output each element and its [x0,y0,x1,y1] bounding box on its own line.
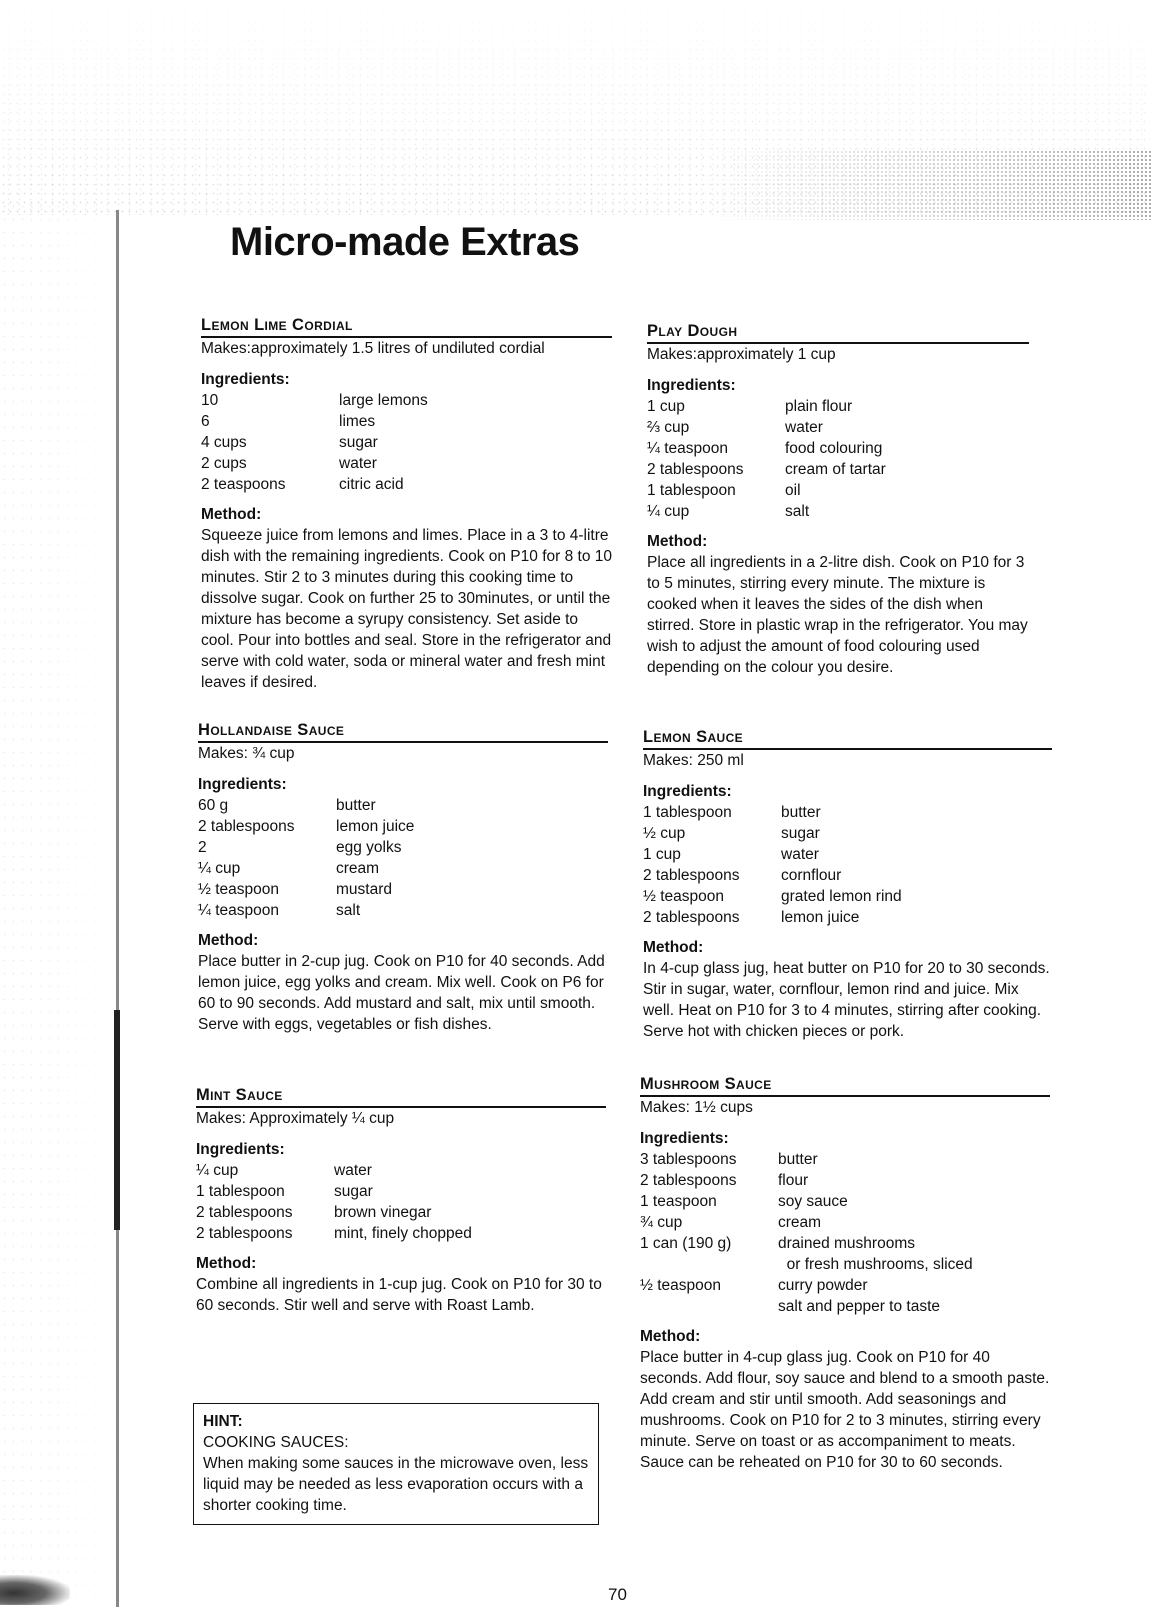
ingredient-row [643,802,902,823]
ingredient-name: sugar [781,825,820,842]
ingredient-name: salt [336,902,361,919]
ingredient-quantity: ¼ teaspoon [647,440,729,457]
ingredient-name: plain flour [785,398,853,415]
ingredient-quantity: 2 tablespoons [643,909,740,926]
ingredient-quantity: ⅔ cup [647,419,690,436]
ingredient-name: butter [778,1151,818,1168]
method-heading: Method: [647,533,708,550]
ingredient-name: cream of tartar [785,461,886,478]
ingredients-table [647,396,886,522]
ingredient-row [640,1149,973,1170]
ingredient-quantity: 4 cups [201,434,247,451]
ingredient-name: grated lemon rind [781,888,902,905]
ingredient-quantity: 1 tablespoon [196,1183,285,1200]
ingredient-name: water [785,419,823,436]
method-heading: Method: [198,932,259,949]
scan-texture-header-band [700,150,1151,220]
ingredient-quantity: 2 [198,839,207,856]
scan-corner-smudge [0,1575,70,1605]
method-heading: Method: [196,1255,257,1272]
recipe-yield: Makes: 250 ml [643,752,744,769]
ingredient-quantity: 60 g [198,797,229,814]
ingredient-row [196,1181,472,1202]
ingredient-name: or fresh mushrooms, sliced [778,1256,973,1273]
ingredient-row [201,453,428,474]
ingredient-row [198,858,414,879]
method-heading: Method: [640,1328,701,1345]
ingredient-quantity: ¼ teaspoon [198,902,280,919]
ingredients-heading: Ingredients: [198,776,287,793]
ingredient-quantity [640,1296,778,1317]
ingredients-table [198,795,414,921]
ingredients-heading: Ingredients: [647,377,736,394]
recipe-yield: Makes: 1½ cups [640,1099,753,1116]
ingredient-name: water [334,1162,372,1179]
ingredient-name: limes [339,413,376,430]
ingredients-table [640,1149,973,1317]
recipe-lemon-sauce [643,726,1052,1042]
ingredient-row [201,474,428,495]
ingredient-name: brown vinegar [334,1204,432,1221]
ingredient-quantity: 2 tablespoons [198,818,295,835]
ingredients-table [196,1160,472,1244]
method-text: Squeeze juice from lemons and limes. Place in a 3 to 4-litre dish with the remaining ingredients. Cook on P10 for 8 to 10 minutes. Stir 2 to 3 minutes during this cooking time to dissolve sugar. Cook on further 25 to 30minutes, or until the mixture has become a syrupy consistency. Set aside to cool. Pour into bottles and seal. Store in the refrigerator and serve with cold water, soda or mineral water and fresh mint leaves if desired. [201,527,612,691]
method-text: In 4-cup glass jug, heat butter on P10 for 20 to 30 seconds. Stir in sugar, water, cornflour, lemon rind and juice. Mix well. Heat on P10 for 3 to 4 minutes, stirring after cooking. Serve hot with chicken pieces or pork. [643,960,1050,1040]
recipe-header [647,320,1029,344]
ingredient-name: water [339,455,377,472]
ingredient-row [198,795,414,816]
ingredient-row [640,1254,973,1275]
ingredient-quantity: 2 tablespoons [647,461,744,478]
ingredient-name: oil [785,482,801,499]
recipe-lemon-lime-cordial [201,314,612,693]
ingredient-row [647,459,886,480]
ingredients-heading: Ingredients: [201,371,290,388]
ingredient-name: salt [785,503,810,520]
ingredient-quantity [640,1254,778,1275]
ingredient-name: salt and pepper to taste [778,1298,941,1315]
ingredient-row [196,1160,472,1181]
ingredient-row [201,432,428,453]
ingredient-row [640,1170,973,1191]
ingredient-name: cornflour [781,867,842,884]
ingredient-row [196,1223,472,1244]
ingredient-quantity: ½ teaspoon [643,888,725,905]
ingredient-name: cream [336,860,380,877]
ingredient-row [201,411,428,432]
recipe-title: Lemon Sauce [643,727,1052,749]
ingredient-name: water [781,846,819,863]
page-title: Micro-made Extras [230,220,580,264]
ingredient-name: drained mushrooms [778,1235,915,1252]
ingredient-row [640,1233,973,1254]
recipe-yield: Makes: Approximately ¼ cup [196,1110,395,1127]
ingredient-row [647,501,886,522]
recipe-mint-sauce [196,1084,606,1316]
ingredient-row [647,396,886,417]
recipe-title: Lemon Lime Cordial [201,315,612,337]
ingredient-quantity: 10 [201,392,219,409]
method-text: Place butter in 4-cup glass jug. Cook on P10 for 40 seconds. Add flour, soy sauce and blend to a smooth paste. Add cream and stir until smooth. Add seasonings and mushrooms. Cook on P10 for 2 to 3 minutes, stirring every minute. Serve on toast or as accompaniment to meats. Sauce can be reheated on P10 for 30 to 60 seconds. [640,1349,1050,1471]
page-binding-edge [116,210,119,1607]
ingredient-quantity: 3 tablespoons [640,1151,737,1168]
ingredients-heading: Ingredients: [196,1141,285,1158]
recipe-yield: Makes: ¾ cup [198,745,295,762]
method-text: Place all ingredients in a 2-litre dish. Cook on P10 for 3 to 5 minutes, stirring every minute. The mixture is cooked when it leaves the sides of the dish when stirred. Store in plastic wrap in the refrigerator. You may wish to adjust the amount of food colouring used depending on the colour you desire. [647,554,1028,676]
ingredient-name: egg yolks [336,839,402,856]
ingredient-row [201,390,428,411]
page-binding-shadow [114,1010,120,1230]
ingredient-row [643,907,902,928]
recipe-play-dough [647,320,1029,678]
ingredient-quantity: 1 can (190 g) [640,1235,732,1252]
recipe-hollandaise-sauce [198,719,608,1035]
ingredient-name: mint, finely chopped [334,1225,472,1242]
ingredient-name: lemon juice [336,818,415,835]
ingredient-quantity: ½ teaspoon [640,1277,722,1294]
ingredient-row [643,823,902,844]
ingredient-row [643,865,902,886]
recipe-header [196,1084,606,1108]
ingredient-quantity: 1 cup [647,398,685,415]
ingredient-quantity: 2 tablespoons [640,1172,737,1189]
ingredient-name: mustard [336,881,392,898]
ingredient-name: sugar [334,1183,373,1200]
ingredient-quantity: 2 tablespoons [196,1225,293,1242]
ingredient-row [643,886,902,907]
ingredient-quantity: 2 tablespoons [643,867,740,884]
ingredient-row [198,816,414,837]
ingredient-quantity: 1 tablespoon [647,482,736,499]
ingredient-row [647,480,886,501]
method-heading: Method: [201,506,262,523]
ingredient-name: curry powder [778,1277,868,1294]
ingredient-quantity: 1 cup [643,846,681,863]
ingredient-quantity: ¼ cup [196,1162,239,1179]
recipe-header [640,1073,1050,1097]
ingredient-quantity: ¾ cup [640,1214,683,1231]
ingredient-name: butter [781,804,821,821]
ingredient-name: flour [778,1172,809,1189]
ingredient-row [647,417,886,438]
method-text: Place butter in 2-cup jug. Cook on P10 for 40 seconds. Add lemon juice, egg yolks and cream. Mix well. Cook on P6 for 60 to 90 seconds. Add mustard and salt, mix until smooth. Serve with eggs, vegetables or fish dishes. [198,953,605,1033]
recipe-header [198,719,608,743]
recipe-header [201,314,612,338]
ingredient-quantity: 1 teaspoon [640,1193,717,1210]
ingredient-quantity: 1 tablespoon [643,804,732,821]
ingredient-name: cream [778,1214,822,1231]
ingredient-quantity: ¼ cup [198,860,241,877]
ingredient-row [198,837,414,858]
recipe-yield: Makes:approximately 1.5 litres of undiluted cordial [201,340,545,357]
recipe-header [643,726,1052,750]
ingredient-quantity: ¼ cup [647,503,690,520]
ingredient-row [198,900,414,921]
hint-box [193,1403,599,1525]
recipe-yield: Makes:approximately 1 cup [647,346,836,363]
ingredient-name: food colouring [785,440,883,457]
hint-label: HINT: [203,1413,243,1430]
method-text: Combine all ingredients in 1-cup jug. Cook on P10 for 30 to 60 seconds. Stir well and serve with Roast Lamb. [196,1276,602,1314]
page-number: 70 [608,1585,627,1604]
ingredient-quantity: 2 cups [201,455,247,472]
ingredient-row [640,1296,973,1317]
method-heading: Method: [643,939,704,956]
ingredient-name: large lemons [339,392,428,409]
ingredient-row [640,1212,973,1233]
ingredient-row [198,879,414,900]
ingredient-row [643,844,902,865]
ingredients-heading: Ingredients: [640,1130,729,1147]
recipe-title: Play Dough [647,321,1029,343]
ingredient-quantity: 6 [201,413,210,430]
recipe-title: Mushroom Sauce [640,1074,1050,1096]
hint-heading: COOKING SAUCES: [203,1434,349,1451]
ingredient-row [640,1191,973,1212]
ingredient-row [640,1275,973,1296]
ingredients-table [201,390,428,495]
ingredient-name: butter [336,797,376,814]
ingredient-name: sugar [339,434,378,451]
recipe-title: Hollandaise Sauce [198,720,608,742]
ingredients-heading: Ingredients: [643,783,732,800]
ingredient-name: citric acid [339,476,404,493]
ingredient-quantity: ½ teaspoon [198,881,280,898]
ingredient-quantity: 2 teaspoons [201,476,286,493]
ingredients-table [643,802,902,928]
ingredient-row [196,1202,472,1223]
scan-texture-left-margin [0,200,120,1607]
ingredient-name: lemon juice [781,909,860,926]
ingredient-name: soy sauce [778,1193,848,1210]
recipe-mushroom-sauce [640,1073,1050,1473]
ingredient-row [647,438,886,459]
ingredient-quantity: 2 tablespoons [196,1204,293,1221]
ingredient-quantity: ½ cup [643,825,686,842]
recipe-title: Mint Sauce [196,1085,606,1107]
hint-text: When making some sauces in the microwave oven, less liquid may be needed as less evaporation occurs with a shorter cooking time. [203,1455,589,1514]
